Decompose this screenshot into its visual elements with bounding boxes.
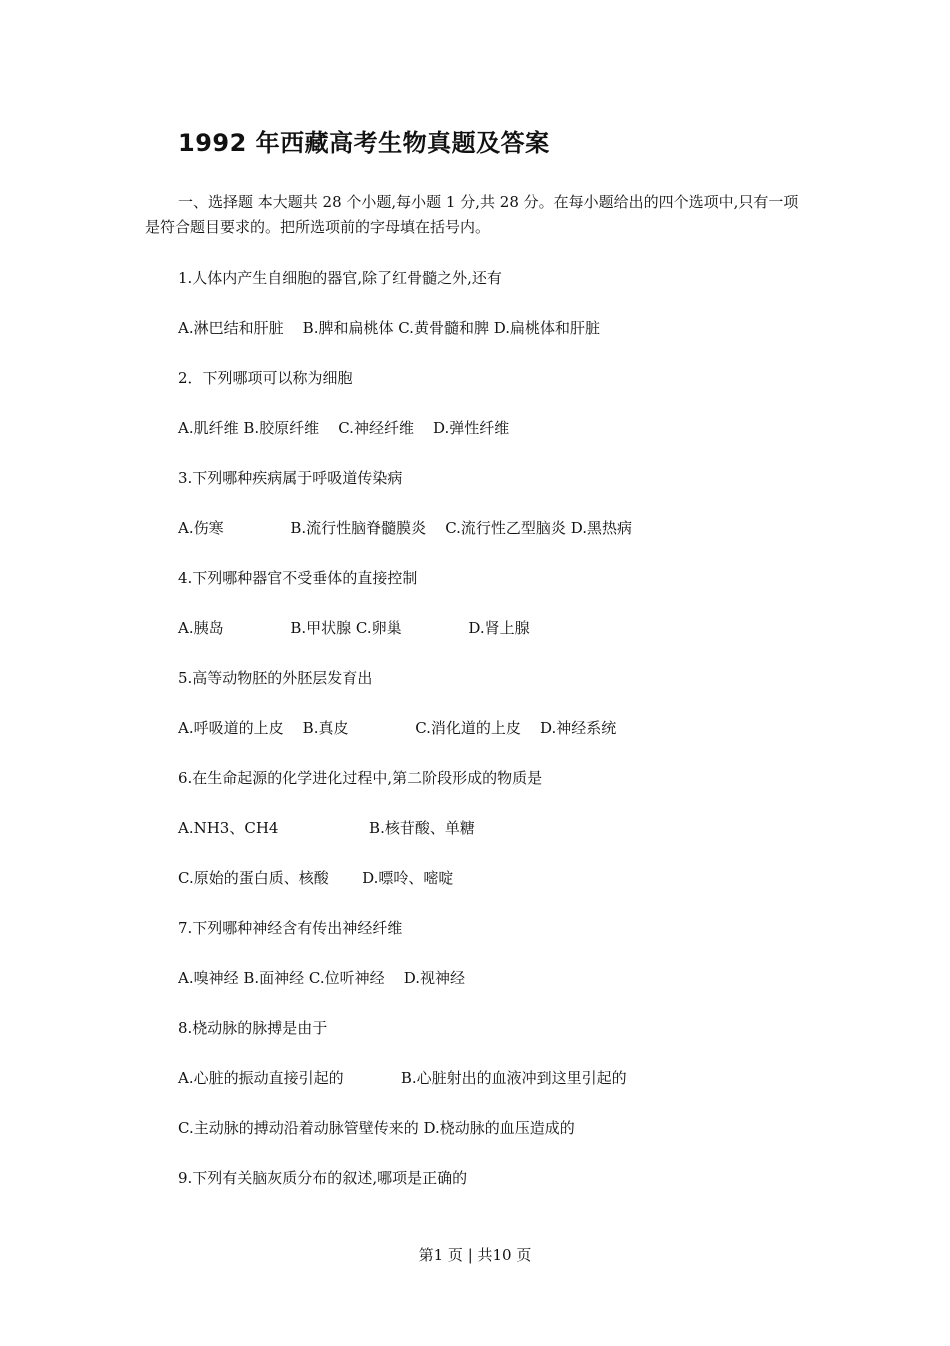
section-intro: 一、选择题 本大题共 28 个小题,每小题 1 分,共 28 分。在每小题给出的四个选项中,只有一项是符合题目要求的。把所选项前的字母填在括号内。 <box>145 193 799 236</box>
answer-options: A.肌纤维 B.胶原纤维 C.神经纤维 D.弹性纤维 <box>178 419 510 437</box>
question-text: 3.下列哪种疾病属于呼吸道传染病 <box>178 469 403 487</box>
page-footer: 第1 页 | 共10 页 <box>418 1246 532 1264</box>
question-text: 9.下列有关脑灰质分布的叙述,哪项是正确的 <box>178 1169 468 1187</box>
question-text: 7.下列哪种神经含有传出神经纤维 <box>178 919 403 937</box>
answer-options: A.呼吸道的上皮 B.真皮 C.消化道的上皮 D.神经系统 <box>178 719 617 737</box>
question-text: 1.人体内产生自细胞的器官,除了红骨髓之外,还有 <box>178 269 502 287</box>
answer-options: A.NH3、CH4 B.核苷酸、单糖 <box>178 819 475 837</box>
answer-options: A.胰岛 B.甲状腺 C.卵巢 D.肾上腺 <box>178 619 530 637</box>
question-text: 6.在生命起源的化学进化过程中,第二阶段形成的物质是 <box>178 769 543 787</box>
answer-options: A.嗅神经 B.面神经 C.位听神经 D.视神经 <box>178 969 465 987</box>
answer-options: A.淋巴结和肝脏 B.脾和扁桃体 C.黄骨髓和脾 D.扁桃体和肝脏 <box>178 319 600 337</box>
question-text: 2．下列哪项可以称为细胞 <box>178 369 353 387</box>
question-text: 8.桡动脉的脉搏是由于 <box>178 1019 328 1037</box>
question-text: 4.下列哪种器官不受垂体的直接控制 <box>178 569 418 587</box>
answer-options: A.伤寒 B.流行性脑脊髓膜炎 C.流行性乙型脑炎 D.黑热病 <box>178 519 632 537</box>
question-text: 5.高等动物胚的外胚层发育出 <box>178 669 373 687</box>
answer-options: C.主动脉的搏动沿着动脉管壁传来的 D.桡动脉的血压造成的 <box>178 1119 575 1137</box>
page-title: 1992 年西藏高考生物真题及答案 <box>178 129 550 157</box>
answer-options: A.心脏的振动直接引起的 B.心脏射出的血液冲到这里引起的 <box>178 1069 627 1087</box>
answer-options: C.原始的蛋白质、核酸 D.嘌呤、嘧啶 <box>178 869 454 887</box>
